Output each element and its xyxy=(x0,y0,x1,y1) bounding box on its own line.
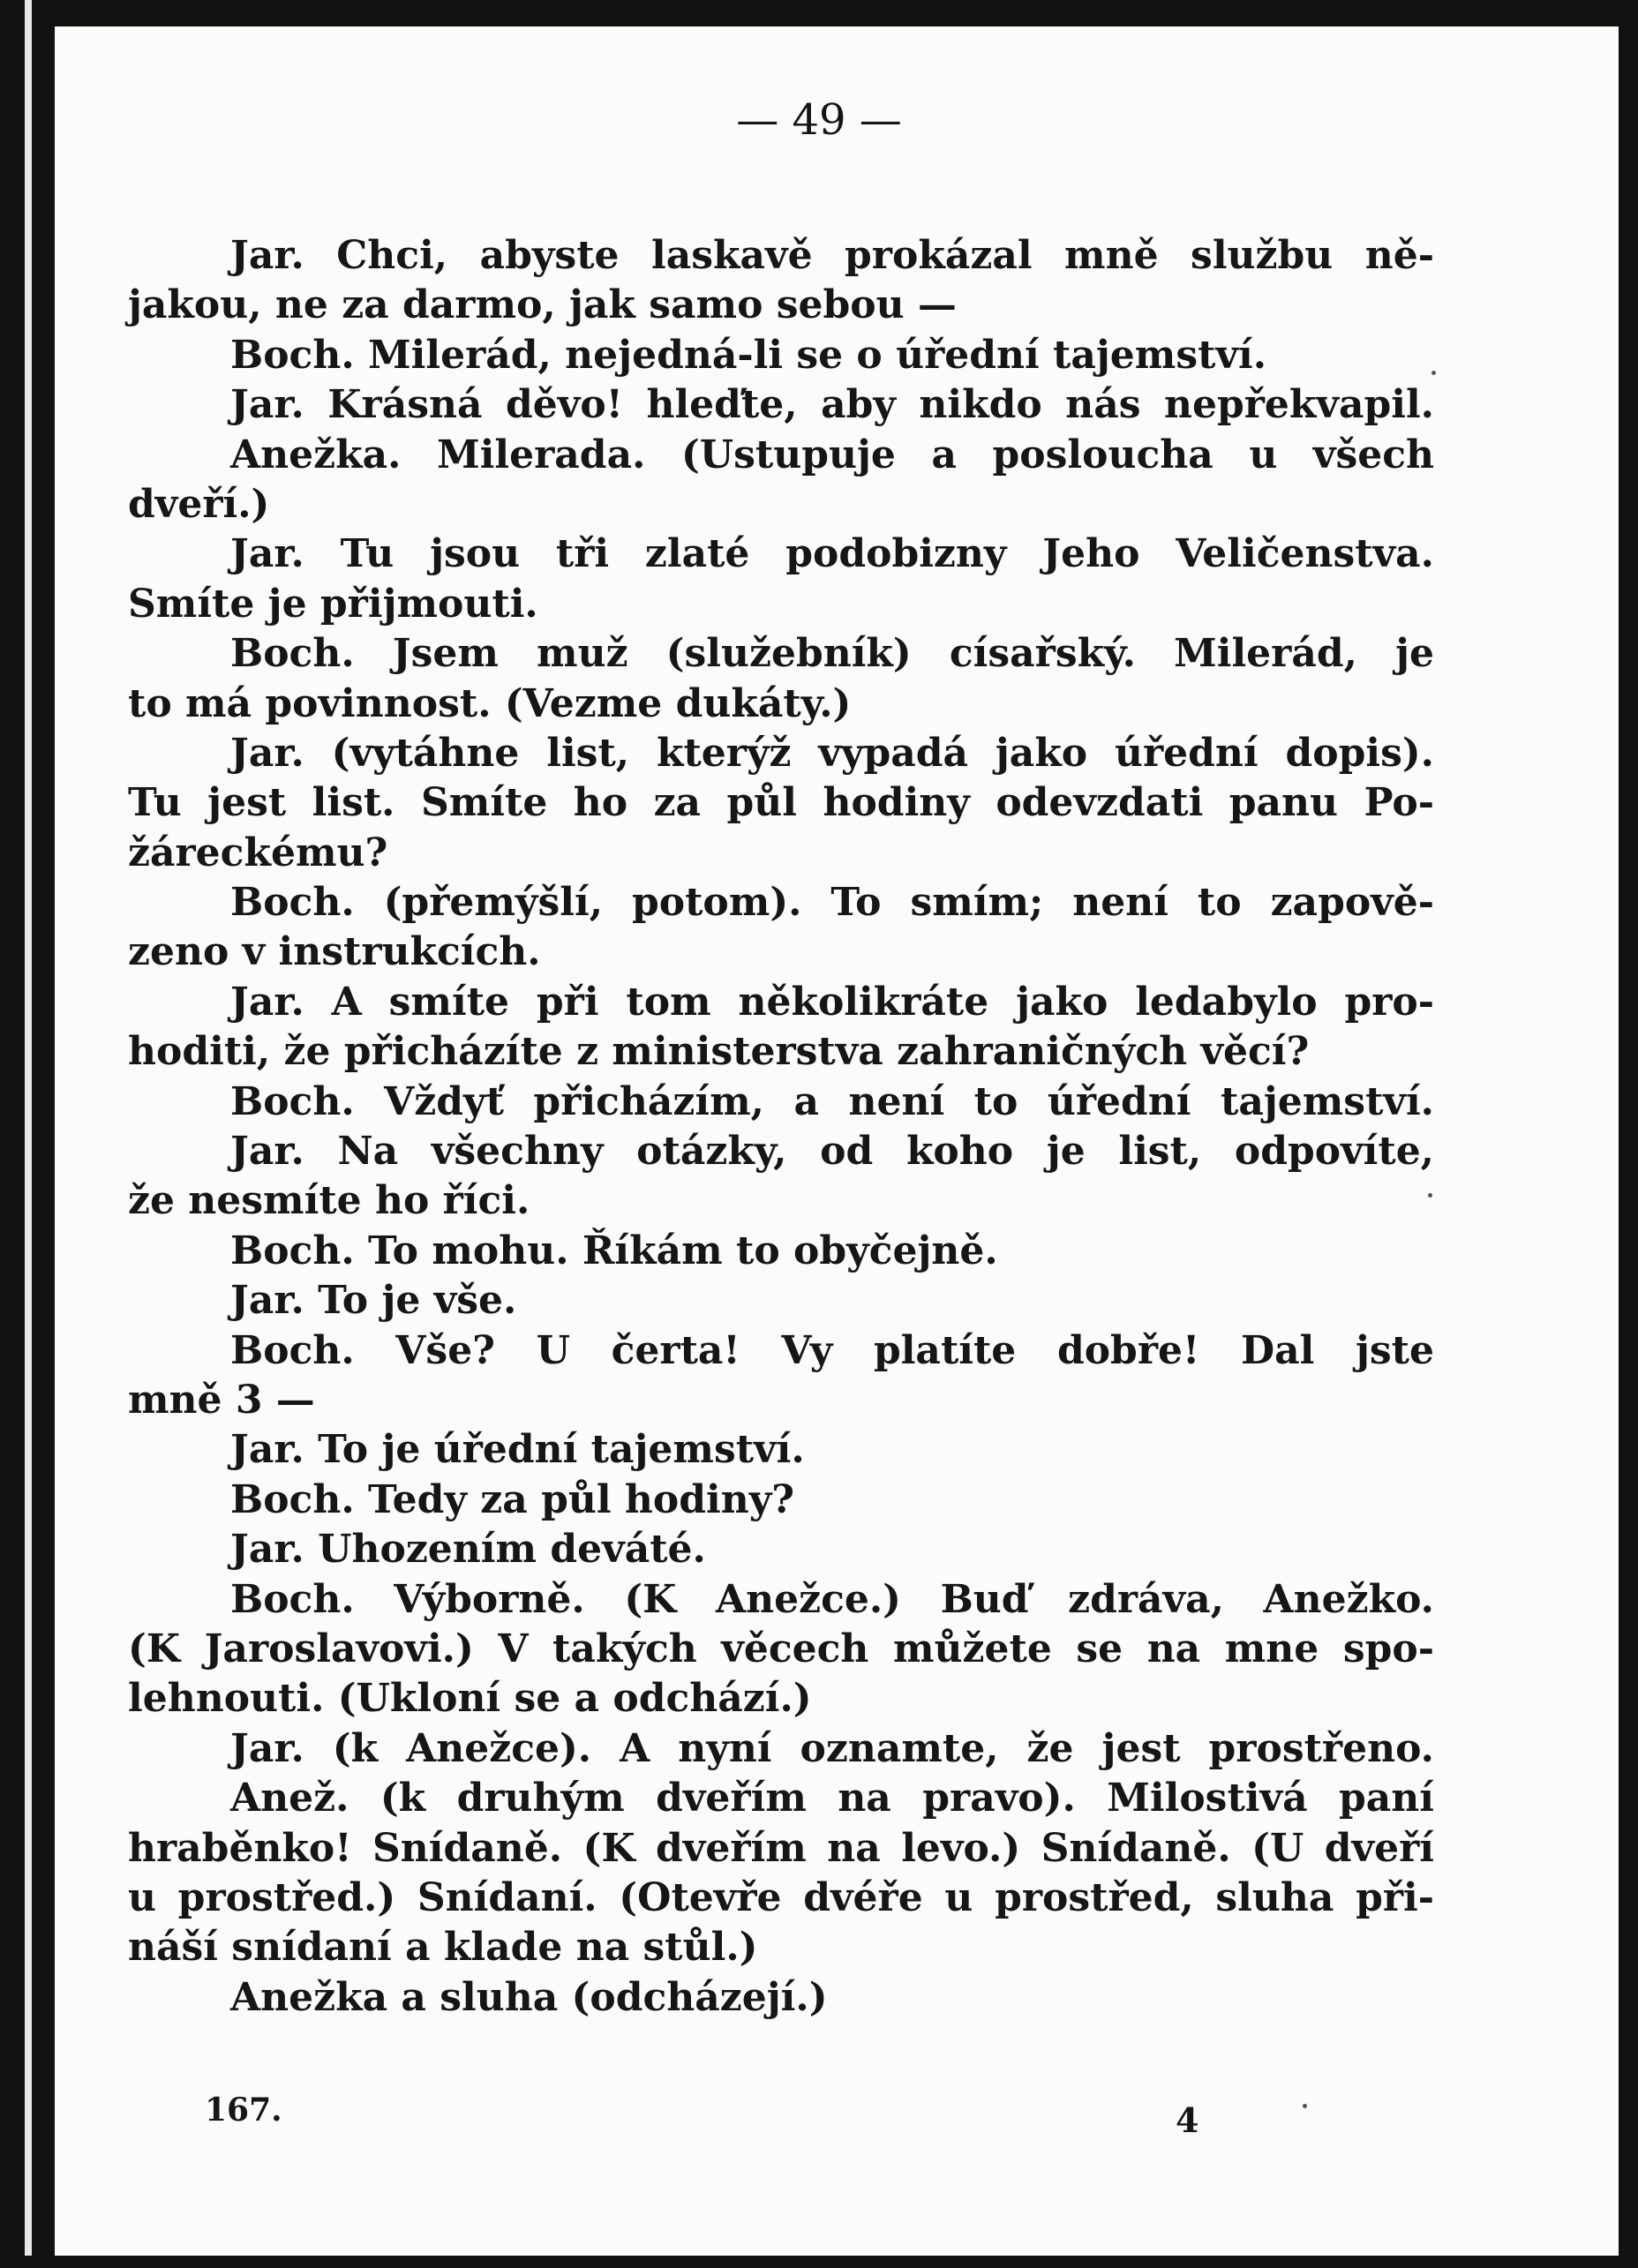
text-line: Boch. Jsem muž (služebník) císařský. Milerád, je xyxy=(230,631,1434,677)
text-line: Jar. (vytáhne list, kterýž vypadá jako úřední dopis). xyxy=(230,730,1434,776)
text-line: Jar. (k Anežce). A nyní oznamte, že jest prostřeno. xyxy=(230,1725,1434,1771)
gathering-number: 4 xyxy=(1176,2100,1199,2140)
text-line: Jar. To je úřední tajemství. xyxy=(230,1427,805,1473)
text-line: Jar. Chci, abyste laskavě prokázal mně službu ně- xyxy=(230,233,1434,278)
scan-border-left-stripe xyxy=(25,0,32,2268)
ink-speck xyxy=(1428,1193,1432,1198)
text-line: Jar. Uhozením deváté. xyxy=(230,1527,706,1573)
text-line: Jar. To je vše. xyxy=(230,1278,517,1324)
text-line: (K Jaroslavovi.) V takých věcech můžete se na mne spo- xyxy=(128,1626,1434,1671)
text-line: Anežka. Milerada. (Ustupuje a posloucha u všech xyxy=(230,432,1434,477)
scan-border-top xyxy=(0,0,1638,26)
text-line: Jar. Tu jsou tři zlaté podobizny Jeho Veličenstva. xyxy=(230,531,1434,577)
text-line: dveří.) xyxy=(128,481,270,527)
text-line: náší snídaní a klade na stůl.) xyxy=(128,1925,758,1971)
printer-signature: 167. xyxy=(205,2092,282,2129)
text-line: Jar. A smíte při tom několikráte jako ledabylo pro- xyxy=(230,979,1434,1025)
scan-border-bottom xyxy=(0,2256,1638,2268)
text-line: u prostřed.) Snídaní. (Otevře dvéře u prostřed, sluha při- xyxy=(128,1874,1434,1920)
text-line: lehnouti. (Ukloní se a odchází.) xyxy=(128,1676,812,1722)
text-line: Tu jest list. Smíte ho za půl hodiny odevzdati panu Po- xyxy=(128,780,1434,826)
text-line: jakou, ne za darmo, jak samo sebou — xyxy=(128,282,957,328)
play-text-body xyxy=(128,231,1434,2023)
text-line: mně 3 — xyxy=(128,1377,315,1423)
text-line: Boch. (přemýšlí, potom). To smím; není to zapově- xyxy=(230,880,1434,926)
text-line: že nesmíte ho říci. xyxy=(128,1178,530,1224)
text-line: Boch. Vše? U čerta! Vy platíte dobře! Dal jste xyxy=(230,1327,1434,1373)
text-line: Boch. To mohu. Říkám to obyčejně. xyxy=(230,1228,998,1273)
scan-border-right xyxy=(1619,0,1638,2268)
text-line: žáreckému? xyxy=(128,830,388,875)
text-line: Boch. Milerád, nejedná-li se o úřední tajemství. xyxy=(230,332,1267,378)
text-line: Anež. (k druhým dveřím na pravo). Milostivá paní xyxy=(230,1776,1434,1821)
page-number: — 49 — xyxy=(736,95,902,145)
page-footer xyxy=(0,2092,1638,2144)
text-line: Boch. Vždyť přicházím, a není to úřední tajemství. xyxy=(230,1078,1434,1124)
text-line: hoditi, že přicházíte z ministerstva zahraničných věcí? xyxy=(128,1029,1310,1075)
text-line: Smíte je přijmouti. xyxy=(128,581,538,627)
text-line: Boch. Tedy za půl hodiny? xyxy=(230,1476,795,1522)
text-line: Anežka a sluha (odcházejí.) xyxy=(230,1974,828,2020)
text-line: hraběnko! Snídaně. (K dveřím na levo.) Snídaně. (U dveří xyxy=(128,1825,1434,1871)
text-line: Boch. Výborně. (K Anežce.) Buď zdráva, Anežko. xyxy=(230,1576,1434,1622)
text-line: zeno v instrukcích. xyxy=(128,929,541,975)
text-line: to má povinnost. (Vezme dukáty.) xyxy=(128,680,852,726)
text-line: Jar. Na všechny otázky, od koho je list, odpovíte, xyxy=(230,1129,1434,1175)
ink-speck xyxy=(1303,2104,1307,2108)
text-line: Jar. Krásná děvo! hleďte, aby nikdo nás nepřekvapil. xyxy=(230,382,1434,428)
ink-speck xyxy=(1431,371,1436,375)
